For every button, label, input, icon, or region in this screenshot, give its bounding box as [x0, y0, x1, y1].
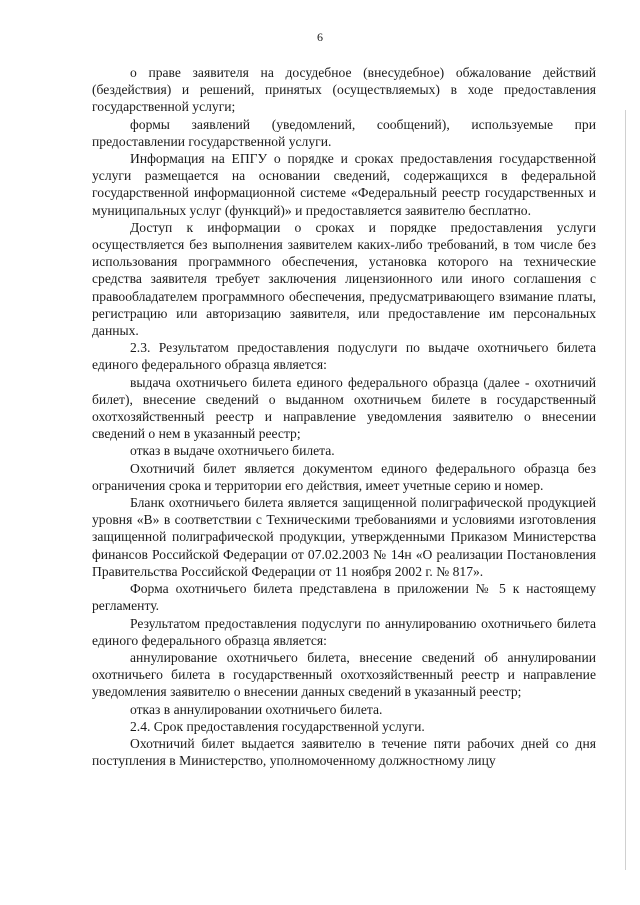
- paragraph: выдача охотничьего билета единого федерального образца (далее - охотничий билет), внесение сведений о выданном охотничьем билете в государственный охотхозяйственный реестр и направление уведомления заявителю о внесении сведений о нем в указанный реестр;: [92, 374, 596, 442]
- paragraph: Информация на ЕПГУ о порядке и сроках предоставления государственной услуги размещается на основании сведений, содержащихся в федеральной государственной информационной системе «Федеральный реестр государственных и муниципальных услуг (функций)» и предоставляется заявителю бесплатно.: [92, 151, 596, 218]
- paragraph: Результатом предоставления подуслуги по аннулированию охотничьего билета единого федерального образца является:: [92, 615, 596, 648]
- paragraph: Доступ к информации о сроках и порядке предоставления услуги осуществляется без выполнения заявителем каких-либо требований, в том числе без использования программного обеспечения, установка которого на технические средства заявителя требует заключения лицензионного или иного соглашения с правообладателем программного обеспечения, предусматривающего взимание платы, регистрацию или авторизацию заявителя, или предоставление им персональных данных.: [92, 219, 596, 339]
- document-body: [92, 64, 596, 769]
- paragraph: 2.3. Результатом предоставления подуслуги по выдаче охотничьего билета единого федерального образца является:: [92, 340, 596, 373]
- page-number: 6: [317, 30, 323, 44]
- paragraph: отказ в выдаче охотничьего билета.: [130, 443, 335, 459]
- paragraph: Бланк охотничьего билета является защищенной полиграфической продукцией уровня «В» в соответствии с Техническими требованиями и условиями изготовления защищенной полиграфической продукции, утвержденными Приказом Министерства финансов Российской Федерации от 07.02.2003 № 14н «О реализации Постановления Правительства Российской Федерации от 11 ноября 2002 г. № 817».: [92, 495, 596, 579]
- paragraph: Охотничий билет выдается заявителю в течение пяти рабочих дней со дня поступления в Министерство, уполномоченному должностному лицу: [92, 735, 596, 769]
- paragraph: о праве заявителя на досудебное (внесудебное) обжалование действий (бездействия) и решений, принятых (осуществляемых) в ходе предоставления государственной услуги;: [92, 65, 596, 115]
- paragraph: Охотничий билет является документом единого федерального образца без ограничения срока и территории его действия, имеет учетные серию и номер.: [92, 460, 596, 493]
- paragraph: 2.4. Срок предоставления государственной услуги.: [130, 718, 425, 734]
- paragraph: формы заявлений (уведомлений, сообщений), используемые при предоставлении государственной услуги.: [92, 116, 596, 149]
- paragraph: аннулирование охотничьего билета, внесение сведений об аннулировании охотничьего билета в государственный охотхозяйственный реестр и направление уведомления заявителю о внесении данных сведений в указанный реестр;: [92, 649, 596, 700]
- scan-edge-line: [625, 110, 626, 870]
- paragraph: отказ в аннулировании охотничьего билета.: [130, 701, 383, 717]
- paragraph: Форма охотничьего билета представлена в приложении № 5 к настоящему регламенту.: [92, 581, 596, 614]
